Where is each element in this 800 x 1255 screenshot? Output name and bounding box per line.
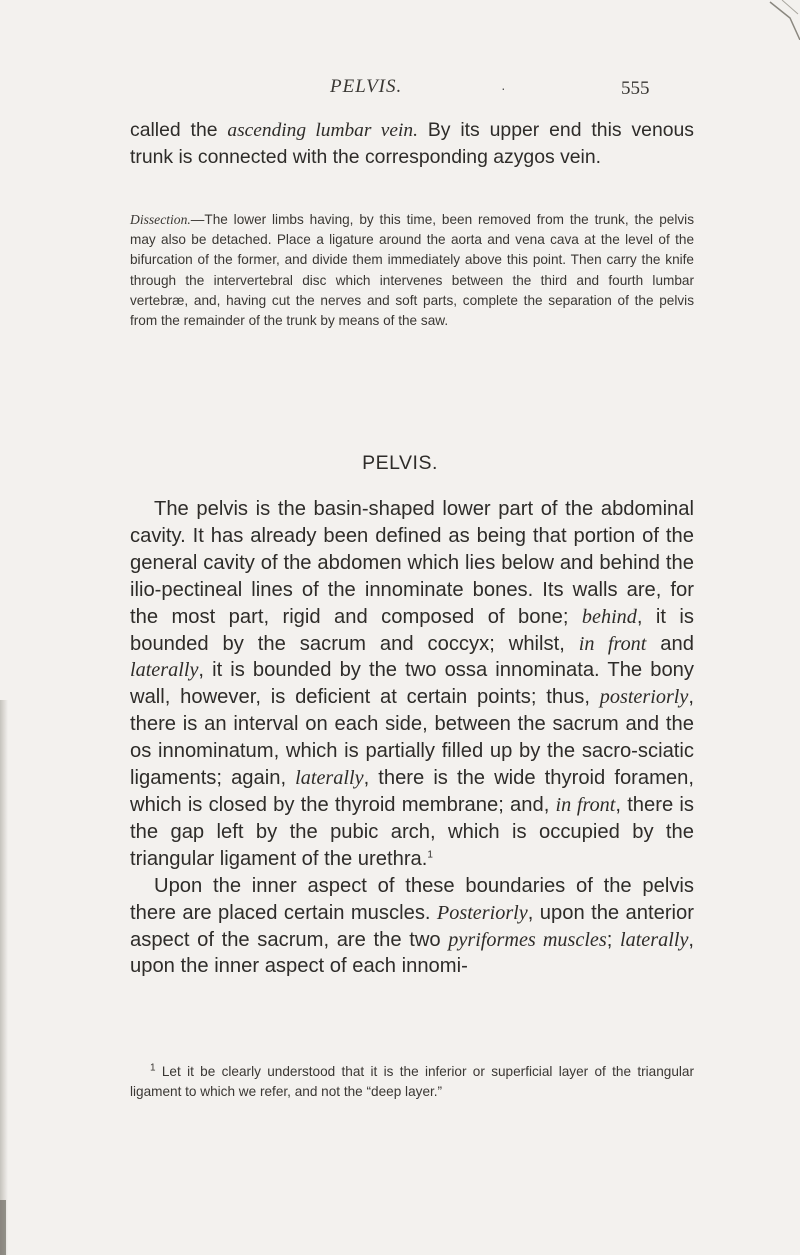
page-corner-fold-icon [760,0,800,40]
p1-text-2: , it is bounded by the sacrum and coccyx; whilst, [130,605,695,655]
p2-italic-posteriorly: Posteriorly [436,901,528,924]
p2-text-2: , upon the anterior aspect of the sacrum, are the two [130,901,694,951]
footnote-text: Let it be clearly understood that it is the inferior or superficial layer of the triangular ligament to which we refer, and not the “deep layer.” [130,1064,694,1100]
p2-text-4: , upon the inner aspect of each innomi- [130,928,695,978]
section-heading: PELVIS. [362,452,438,474]
p2-text-3: ; [606,928,620,951]
running-title: PELVIS. [330,76,403,97]
p1-text-7: , there is the gap left by the pubic arch, which is occupied by the triangular ligament of the urethra. [130,793,694,870]
intro-text-2: By its upper end this venous trunk is connected with the corresponding azygos vein. [130,119,694,169]
main-text [130,496,694,980]
p2-italic-laterally: laterally [620,928,689,951]
binding-edge [0,1200,6,1255]
p1-italic-behind: behind [581,605,637,628]
p1-italic-laterally-2: laterally [295,767,364,790]
p1-italic-in-front-2: in front [555,793,616,816]
footnote [130,1062,694,1102]
intro-italic-term: ascending lumbar vein. [227,120,418,141]
p1-text-4: , it is bounded by the two ossa innominata. The bony wall, however, is deficient at certain points; thus, [130,659,694,709]
p1-text-1: The pelvis is the basin-shaped lower part of the abdominal cavity. It has already been defined as being that portion of the general cavity of the abdomen which lies below and behind the ilio-pectineal lines of the innominate bones. Its walls are, for the most part, rigid and composed of bone; [130,498,694,628]
dissection-paragraph [130,210,694,331]
binding-shadow [0,700,8,1255]
p1-text-5: , there is an interval on each side, between the sacrum and the os innominatum, which is partially filled up by the sacro-sciatic ligaments; again, [130,686,694,790]
footnote-reference[interactable]: 1 [427,849,433,861]
p1-italic-in-front: in front [578,632,647,655]
p1-text-6: , there is the wide thyroid foramen, which is closed by the thyroid membrane; and, [130,767,694,816]
p1-text-3: and [646,632,694,655]
running-head [0,76,800,102]
intro-text-1: called the [130,119,228,141]
dissection-text: —The lower limbs having, by this time, been removed from the trunk, the pelvis may also be detached. Place a ligature around the aorta and vena cava at the level of the bifurcation of the former, and divide them immediately above this point. Then carry the knife through the intervertebral disc which intervenes between the third and fourth lumbar vertebræ, and, having cut the nerves and soft parts, complete the separation of the pelvis from the remainder of the trunk by means of the saw. [130,212,694,329]
p1-italic-laterally: laterally [130,659,199,682]
page-number: 555 [621,78,650,99]
p1-italic-posteriorly: posteriorly [599,686,689,709]
paragraph-2 [130,873,694,981]
intro-paragraph [130,117,694,172]
p2-text-1: Upon the inner aspect of these boundaries of the pelvis there are placed certain muscles. [130,874,694,924]
header-dot: · [501,80,506,96]
paragraph-1 [130,496,694,873]
dissection-label: Dissection. [130,212,191,227]
footnote-mark: 1 [150,1062,156,1074]
p2-italic-pyriformes: pyriformes muscles [448,928,607,951]
